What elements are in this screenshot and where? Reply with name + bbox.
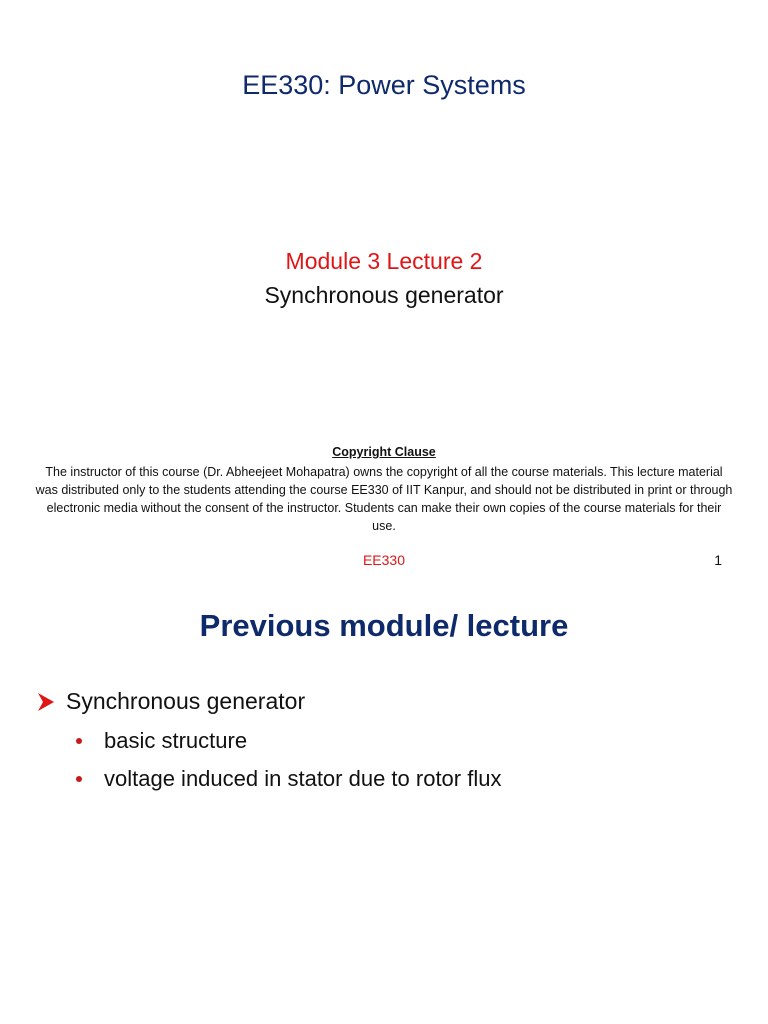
copyright-body: The instructor of this course (Dr. Abheejeet Mohapatra) owns the copyright of all the course materials. This lecture material was distributed only to the students attending the course EE330 of IIT Kanpur, and should not be distributed in print or through electronic media without the consent of the instructor. Students can make their own copies of the course materials for their use. — [35, 465, 733, 533]
footer-course-label: EE330 — [362, 552, 406, 568]
bullet-dot-icon — [76, 738, 82, 744]
bullet-dot-icon — [76, 776, 82, 782]
slide-subtitle: Synchronous generator — [264, 282, 504, 308]
copyright-heading: Copyright Clause — [332, 445, 436, 459]
bullet-text: Synchronous generator — [66, 688, 306, 714]
sub-bullet-text: voltage induced in stator due to rotor flux — [104, 766, 502, 791]
slide-title: Previous module/ lecture — [199, 608, 569, 643]
arrow-bullet-icon — [38, 693, 54, 711]
bullet-item — [38, 688, 305, 715]
module-label: Module 3 Lecture 2 — [285, 248, 483, 274]
sub-bullet-item — [76, 766, 501, 792]
page-number: 1 — [714, 552, 722, 568]
slide-2 — [0, 582, 768, 1024]
sub-bullet-text: basic structure — [104, 728, 248, 753]
slide-title: EE330: Power Systems — [242, 70, 526, 100]
sub-bullet-item — [76, 728, 247, 754]
